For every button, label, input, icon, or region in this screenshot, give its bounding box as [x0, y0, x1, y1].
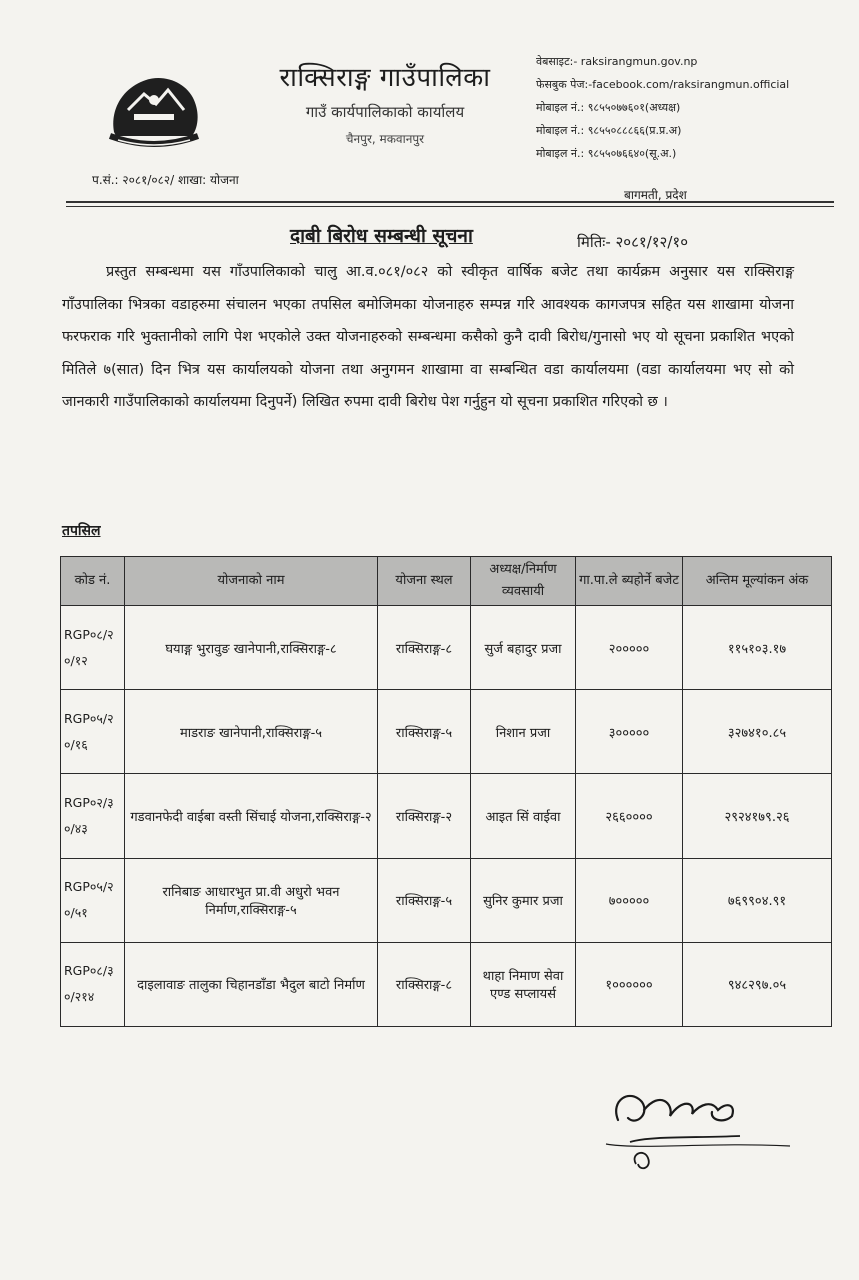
notice-body-text: प्रस्तुत सम्बन्धमा यस गाँउपालिकाको चालु आ.व.०८१/०८२ को स्वीकृत वार्षिक बजेट तथा कार्यक्रम अनुसार यस राक्सिराङ्ग गाँउपालिका भित्रका वडाहरुमा संचालन भएका तपसिल बमोजिमका योजनाहरु सम्पन्न गरि आवश्यक कागजपत्र सहित यस शाखामा योजना फरफराक गरि भुक्तानीको लागि पेश भएकोले उक्त योजनाहरुको सम्बन्धमा कसैको कुनै दावी बिरोध/गुनासो भए यो सूचना प्रकाशित भएको मितिले ७(सात) दिन भित्र यस कार्यालयको योजना तथा अनुगमन शाखामा वा सम्बन्धित वडा कार्यालयमा (वडा कार्यालयमा भए सो को जानकारी गाउँपालिकाको कार्यालयमा दिनुपर्ने) लिखित रुपमा दावी बिरोध पेश गर्नुहुन यो सूचना प्रकाशित गरिएको छ ।	[62, 264, 794, 411]
cell-site: राक्सिराङ्ग-५	[378, 858, 471, 942]
table-row	[61, 606, 832, 690]
website-line: वेबसाइट:- raksirangmun.gov.np	[536, 55, 698, 68]
reference-number: प.सं.: २०८१/०८२/ शाखा: योजना	[92, 173, 239, 187]
notice-date: मितिः- २०८१/१२/१०	[577, 233, 689, 251]
table-row	[61, 942, 832, 1026]
table-row	[61, 690, 832, 774]
cell-name: रानिबाङ आधारभुत प्रा.वी अधुरो भवन निर्माण,राक्सिराङ्ग-५	[125, 858, 378, 942]
cell-chair: आइत सिं वाईवा	[471, 774, 576, 858]
mobile-line-info: मोबाइल नं.: ९८५५०७६६४०(सू.अ.)	[536, 147, 677, 160]
cell-site: राक्सिराङ्ग-८	[378, 606, 471, 690]
mobile-line-chair: मोबाइल नं.: ९८५५०७७६०१(अध्यक्ष)	[536, 101, 681, 114]
col-header-chair: अध्यक्ष/निर्माण व्यवसायी	[471, 557, 576, 606]
col-header-site: योजना स्थल	[378, 557, 471, 606]
cell-name: गडवानफेदी वाईबा वस्ती सिंचाई योजना,राक्सिराङ्ग-२	[125, 774, 378, 858]
office-address: चैनपुर, मकवानपुर	[345, 132, 425, 146]
cell-chair: थाहा निमाण सेवा एण्ड सप्लायर्स	[471, 942, 576, 1026]
letterhead-title-block	[240, 58, 530, 147]
annex-label: तपसिल	[62, 523, 101, 539]
table-row	[61, 858, 832, 942]
cell-chair: निशान प्रजा	[471, 690, 576, 774]
cell-site: राक्सिराङ्ग-५	[378, 690, 471, 774]
cell-budget: ७०००००	[576, 858, 683, 942]
cell-budget: १००००००	[576, 942, 683, 1026]
province-label: बागमती, प्रदेश	[624, 188, 687, 202]
cell-code: RGP०८/२०/१२	[61, 606, 125, 690]
mobile-line-cao: मोबाइल नं.: ९८५५०८८८६६(प्र.प्र.अ)	[536, 124, 682, 137]
cell-code: RGP०२/३०/४३	[61, 774, 125, 858]
office-name: राक्सिराङ्ग गाउँपालिका	[279, 63, 491, 93]
table-row	[61, 774, 832, 858]
cell-final: ९४८२९७.०५	[683, 942, 832, 1026]
col-header-final: अन्तिम मूल्यांकन अंक	[683, 557, 832, 606]
cell-final: ३२७४१०.८५	[683, 690, 832, 774]
notice-title: दाबी बिरोध सम्बन्धी सूचना	[290, 225, 473, 247]
col-header-name: योजनाको नाम	[125, 557, 378, 606]
cell-final: २९२४१७९.२६	[683, 774, 832, 858]
col-header-code: कोड नं.	[61, 557, 125, 606]
facebook-line: फेसबुक पेज:-facebook.com/raksirangmun.official	[536, 78, 790, 91]
handwritten-signature	[600, 1080, 820, 1260]
cell-budget: २०००००	[576, 606, 683, 690]
cell-final: ११५१०३.१७	[683, 606, 832, 690]
cell-code: RGP०८/३०/२१४	[61, 942, 125, 1026]
cell-budget: २६६००००	[576, 774, 683, 858]
table-header-row	[61, 557, 832, 606]
office-subtitle: गाउँ कार्यपालिकाको कार्यालय	[305, 103, 465, 121]
col-header-budget: गा.पा.ले ब्यहोर्ने बजेट	[576, 557, 683, 606]
cell-site: राक्सिराङ्ग-८	[378, 942, 471, 1026]
cell-chair: सुनिर कुमार प्रजा	[471, 858, 576, 942]
header-divider-thin	[66, 206, 834, 207]
cell-code: RGP०५/२०/१६	[61, 690, 125, 774]
municipality-emblem-logo	[104, 70, 204, 152]
notice-body	[62, 256, 794, 419]
cell-name: दाइलावाङ तालुका चिहानडाँडा भैदुल बाटो निर्माण	[125, 942, 378, 1026]
cell-name: माडराङ खानेपानी,राक्सिराङ्ग-५	[125, 690, 378, 774]
cell-code: RGP०५/२०/५१	[61, 858, 125, 942]
header-divider	[66, 201, 834, 203]
project-table	[60, 556, 832, 1027]
cell-site: राक्सिराङ्ग-२	[378, 774, 471, 858]
contact-block	[536, 50, 789, 165]
cell-name: घयाङ्ग भुरावुङ खानेपानी,राक्सिराङ्ग-८	[125, 606, 378, 690]
cell-budget: ३०००००	[576, 690, 683, 774]
cell-chair: सुर्ज बहादुर प्रजा	[471, 606, 576, 690]
cell-final: ७६९९०४.९१	[683, 858, 832, 942]
